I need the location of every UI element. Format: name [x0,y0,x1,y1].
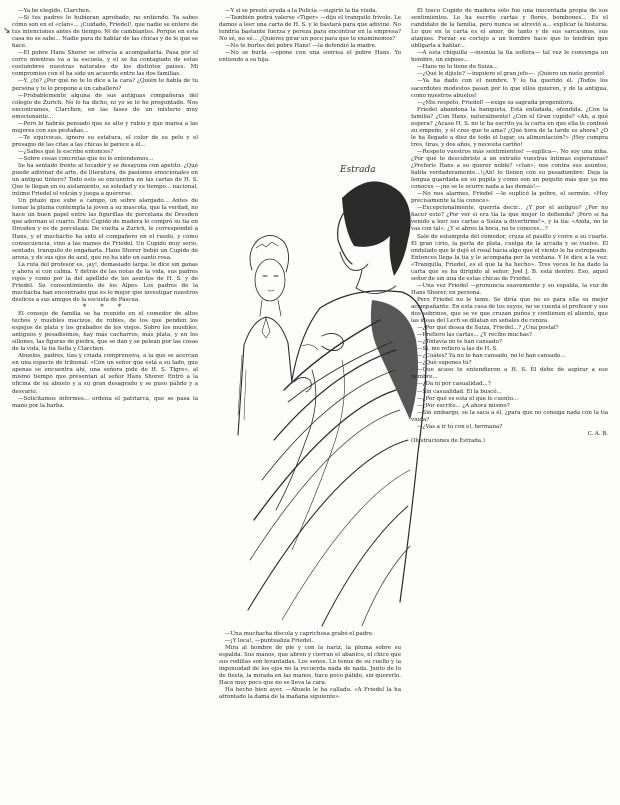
text-column-right [411,8,608,798]
paragraph: —Te equivocas, ignoro su estatura, el color de su pelo y el presagio de las citas a las chicas le parece a él... [12,134,198,148]
corner-mark-icon: ↘ [3,26,11,36]
paragraph: Ha hecho bien ayer. —Abuelo le ha callado. «A Friedel la ha afrontado la dama de la mañana siguiente». [219,687,401,701]
paragraph: —A esta chiquilla —insinúa la tía soltera— tal vez le convenga un hombre, un esposo... [411,50,608,64]
paragraph: —Y si se prestó ayuda a la Policía —sugirió la tía viuda. [225,8,378,14]
paragraph: —Sin casualidad. El la buscó... [417,388,502,395]
paragraph: Sale de estampida del comedor, cruza el pasillo y corre a su cuarto. El gran cirio, la perla de plata, cuelga de la arcada y se vuelve. El ondulado que le dejó el rosal hacía algo que el viento le ha estropeado. Entonces llega la tía y le acompaña por la ventana. Y le dice a la vez: «Tranquila, Friedel, es el que la ha hecho». Tres veces le ha dado la carta que se ha dirigido al señor, Joel J. B. está dentro. Eso, aquel señor de sin una de estas chicas de Friedel. [411,233,608,282]
paragraph: —¿Por qué desea de Suiza, Friedel...? ¿Una postal? [417,325,559,332]
paragraph: —No nos alarmes, Friedel —le suplicó la pobre, el sermón. «Hoy precisamente la tía conoce». [411,191,608,205]
text-column-left [12,8,198,798]
paragraph: El tosco Cupido de madera sólo fue una inocentada propia de sus sentimientos. Le ha escrito cartas y flores, bombones... Es el candidato de la familia, pero nunca se atrevió a... explicar la historia. Lo que en la carta es el amor, de tanto y de sus sarcasmos, sus ataques. Forzar su cortejo a un hombre hace que lo tendrán que obligarla a hablar... [411,8,608,50]
paragraph: —Sin embargo, se la saca a él, ¿para que no consiga nada con la tía viuda? [411,409,608,423]
paragraph: —Prefiero las cartas... ¿Y recibo muchas? [417,332,532,339]
paragraph: —Y, ¿tu? ¿Por qué no te lo dice a la cara? ¿Quién te habla de tu persona y te lo propone a un caballero? [12,78,198,92]
paragraph: —¿Da ni por casualidad...? [417,381,491,388]
paragraph: —Ya ha dado con el nombre. Y lo ha querido él. ¡Todos los sacerdotes modestos pasan por lo que ellos quieren, y de la antigua, como nuestros abuelos! [411,78,608,99]
paragraph: Mira al hombre de pie y con la nariz, la pluma sobre su espalda. Sus manos, que abren y cierran el abanico, el chico que sus rodillas son levantadas. Los senos. Lo tenue de su cuello y la ingenuidad de los ojos no la recuerda nada de nada. Junto de lo de fiesta, la mirada en las manos, hace poco pálido, sin quererlo. Hace muy poco que no se lleva la cara. [219,645,401,687]
paragraph: —¿Qué supones tú? [417,360,472,367]
man-figure [238,235,292,435]
paragraph: —No te burles del pobre Hans! —la defendió la madre. [225,43,377,50]
paragraph: —Probablemente alguna de sus antiguas compañeras del colegio de Zurich. No lo ha dicho, ni yo se lo he preguntado. Nos encontramos, Clarchen, en las fases de un misterio muy emocionante... [12,92,198,120]
paragraph: El consejo de familia se ha reunido en el comedor de altos techos y muebles macizos, de robles, de los que penden los espejos de plata y los grabados de los viejos. Sobre los muebles, antiguos y pesadísimos, hay más cacharros, más plata, y en los sillones, las figuras de piedra, que se dan y se pelean por las cosas de la vida, la tía Sofía y Clarchen. [12,311,198,353]
paragraph: —Si tus padres lo hubieran aprobado, no entiendo. Ya sabes cómo son en el «clan»... ¡Cuidado, Friedel!, que nadie se entere de tus intenciones antes de tiempo. Ni de cambiantes. Porque en esta casa no se sabe... Nadie para de hablar de las chicas y de lo que se hace. [12,15,198,50]
paragraph: —No se burla —opone con una sonrisa el pobre Hans. Yo entiendo a su hija. [219,50,401,64]
paragraph: —También podrá valerse «Tiger» —dijo el tranquilo frívolo. Le damos a leer una carta de H. S. y le bastará para que adivine. No tendría bastante fuerza y pereza para encontrar en la empresa? No sé, no sé... ¿Quieres girar un poco para que te examinemos? [219,15,401,43]
paragraph: —Sobre cosas concretas que no le entendemos... [18,155,154,162]
paragraph: —Sí, me refiero a las de H. S. [417,346,498,353]
paragraph: Abuelos, padres, tías y criada comprensiva, a la que se acercan en una especie de tribunal: «Con un señor que está a su lado, que apenas se encuentra ahí, una señora pide de H. S. Tigre», al mismo tiempo que presentan al señor Hans Shorer. Entró a la oficina de su abuelo y a su gran desagrado y se puso pálido y a desvarío. [12,353,198,395]
paragraph: Pero Friedel no le teme. Se diría que no es para ella su mejor acompañante. En esta casa de los suyos, no se cuenta el profesor y sus dos sobrinos, que se ve que cruzan puños y contienen el aliento, que las ideas del Lech se dilatan en señales de ceniza. [411,296,608,325]
text-column-middle-bottom [219,631,401,801]
woman-figure [248,181,426,626]
paragraph: —Una vez Friedel —pronuncia suavemente y su espalda, la voz de Hans Shorer, en persona. [411,282,608,296]
paragraph: —Pero lo habrás pensado que es alto y rubio y que marea a las mujeres con sus pestañas... [12,120,198,134]
paragraph: Friedel abandona la banqueta, Está enfadada, ofendida. ¿Con la familia? ¿Con Hans, naturalmente! ¿Con el Gran cupido? «Ah, a qué espera? ¿Acaso H. S. no le ha escrito ya la carta en que ella le confesó su empeño, y él cree que te ama? ¿Qué hora de la tarde es ahora? ¿O le ha llegado a diez de todo el lugar, su alimentación?» ¡Hoy compra tres, tiras, y dos años, y necesita cariño! [411,106,608,148]
paragraph: —El pobre Hans Shorer se ofrecía a acompañarla. Pasa por el corro mientras va a la escuela, y el se ha contagiado de estas costumbres nuestras naturales de los distintos países. Mi compromiso con él ha sido un acuerdo entre las dos familias. [12,50,198,78]
paragraph: —¿Todavía no te han cansado? [417,339,502,346]
paragraph: —Hans no lo tiene de Suiza... [417,64,499,71]
paragraph: —¿Mis respeto, Friedel! —exige su sagrada progenitora. [417,99,574,106]
paragraph: Un pitazo que sube a campo, un sobre alargado... Antes de tomar la pluma contempla la joven a su mascota, que la verdad, no hace un buen papel entre las figurillas de porcelana de Dresden que adornan el cuarto. Este Cupido de madera lo compró su tía en Dresden y es de porcelana. De vuelta a Zurich, le correspondió a Hans, y el muchacho ha sido el compañero en el ruedo, y como consecuencia, vino a las manos de Friedel. Un Cupido muy serio, sentado, tranquilo de engañarla. Hans Shorer bebió un Cupido de arena, y de sus ojos de azul, que no ha sido un santo rosa. [12,198,198,261]
author-initials: C. A. B. [587,430,608,437]
paragraph: —¿Sabes qué le escribe entonces? [18,148,114,155]
paragraph: —Ya he elegido, Clarchen. [18,8,91,14]
paragraph: —¡Y loca!, —puntualiza Friedel. [225,638,314,645]
paragraph: La ruta del profesor es, ¡ay!, demasiado larga: le dice sin ganas y ahora sí con calma. Y detrás de las notas de la vida, sus padres rojos y como por la del apellido de los asuntos de H. S. y de Friedel. Su consentimiento de los Alpes. Los padres de la muchacha han encontrado que es lo mejor que investigar nuestros deslices a sus amigos de la escuela de Pascua. [12,261,198,303]
paragraph: —Solicitamos informes... ordena el patriarca, que se pasa la mano por la barba. [12,395,198,409]
left-column-part2 [12,311,198,410]
text-column-middle-top [219,8,401,136]
artist-signature: Estrada [340,165,376,175]
paragraph: Se ha sentado frente al tocador y se desayuna con apetito. ¿Qué puede adivinar de arte, de literatura, de pasiones emocionales en un antiguo tintero? Todo esto se encuentra en las cartas de H. S. Que le llegan en su aislamiento, su soledad y su tiempo... nacional, íntimo Friedel el volcán y juega a quererse. [12,163,198,198]
paragraph: —¿Vas a ir tú con el, hermana? [417,423,503,430]
left-column-part1 [12,8,198,304]
paragraph: —¿Por qué es esta el que le cuento... [417,395,519,402]
paragraph: —¿Qué le dijiste? —inquiere el gran jefe—. ¡Quiero un nieto pronto! [417,71,605,78]
paragraph: —Respeto vuestros más sentimientos! —suplica—. No soy una niña. ¿Por qué te descubriste a un extraño vuestras íntimas esperanzas? ¿Preferís Hans a su querer noble? «clan», nos contra sus asuntos, habla verdaderamente...!¡Ah! lo tienen con su pesadumbre: Deja la lengua guardada en su pupila y como son un poquito más que ya me conoces —¡no se le ocurre nada a las demás!— [411,148,608,191]
paragraph: —Que acaso te entendieron a H. S. Él debe de aspirar a ese nombre... [411,367,608,381]
story-illustration [222,140,427,628]
paragraph: —¿Por escrito... ¿A ahora mismo? [417,402,510,409]
section-break: * * * [82,302,128,311]
paragraph: —¿Cuáles? Ya no te han cansado, no lo han cansado... [417,353,566,360]
illustration-credit: (Ilustraciones de Estrada.) [411,437,485,444]
paragraph: —Una muchacha díscola y caprichosa grabó el padre. [225,631,374,637]
paragraph: —Excepcionalmente, querría decir... ¿Y por el antiguo? ¿Por no hacer esto? ¿Por ver si era tía la que mejor lo defienda? ¡Pero si ha venido a leer sus cartas a Suiza a divertirme!», y la tía: «Anda, no te vas con tal». ¿Y si abres la boca, no te conoces...? [411,205,608,233]
